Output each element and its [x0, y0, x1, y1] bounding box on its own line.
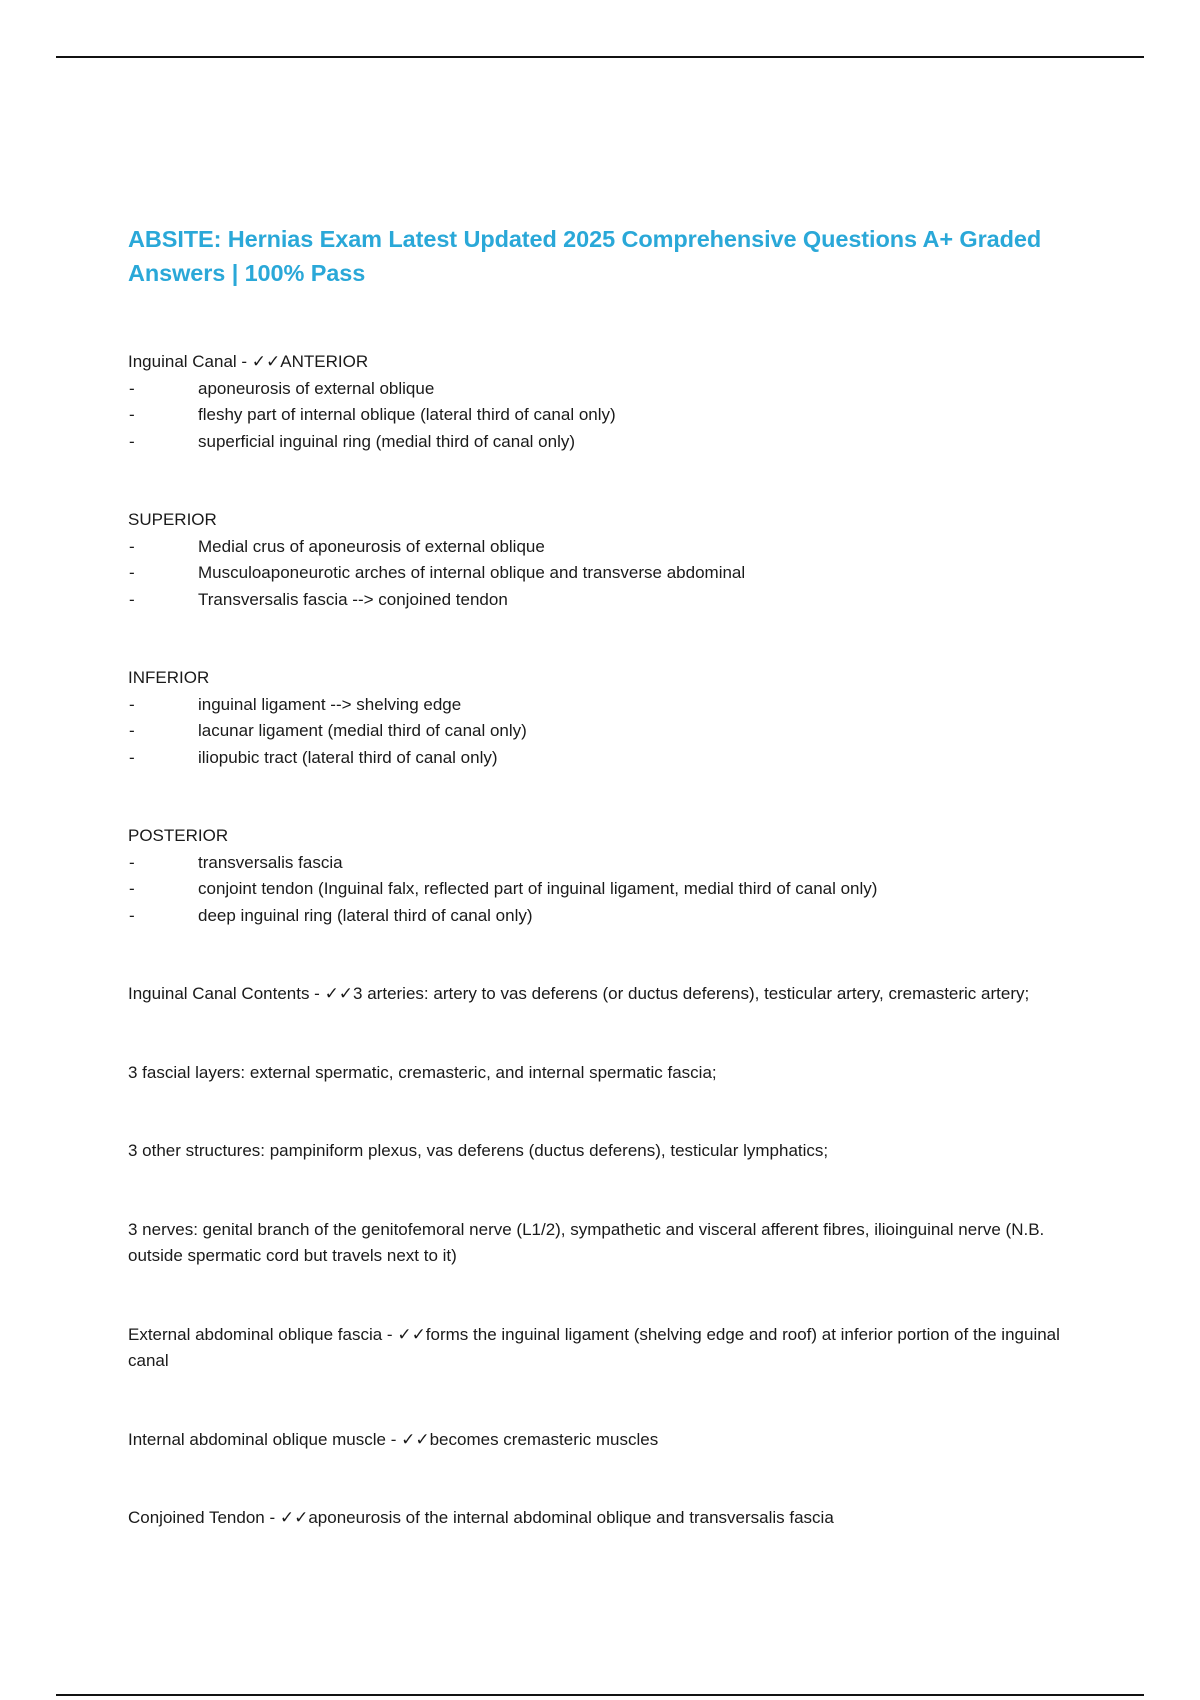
bullet-marker: -: [129, 905, 135, 925]
bullet-marker: -: [129, 536, 135, 556]
section-inferior: [128, 665, 1088, 771]
list-item-text: Transversalis fascia --> conjoined tendon: [198, 589, 508, 609]
list-item-text: transversalis fascia: [198, 852, 343, 872]
list-item: [128, 376, 1088, 403]
list-item: [128, 560, 1088, 587]
list-item-text: deep inguinal ring (lateral third of canal only): [198, 905, 533, 925]
bullet-marker: -: [129, 879, 135, 898]
list-item-text: lacunar ligament (medial third of canal only): [198, 721, 527, 740]
section-heading: SUPERIOR: [128, 510, 217, 529]
bullet-marker: -: [129, 721, 135, 740]
document-body: [128, 222, 1088, 1532]
bullet-marker: -: [129, 694, 135, 714]
list-item-text: iliopubic tract (lateral third of canal only): [198, 747, 498, 767]
list-item: [128, 534, 1088, 561]
list-item: [128, 429, 1088, 456]
list-item: [128, 876, 1088, 903]
bullet-marker: -: [129, 589, 135, 609]
paragraph-nerves: 3 nerves: genital branch of the genitofemoral nerve (L1/2), sympathetic and visceral afferent fibres, ilioinguinal nerve (N.B. outside spermatic cord but travels next to it): [128, 1219, 1045, 1265]
bullet-list: [128, 534, 1088, 614]
bullet-marker: -: [129, 852, 135, 872]
list-item-text: inguinal ligament --> shelving edge: [198, 694, 462, 714]
paragraph-canal-contents: Inguinal Canal Contents - ✓✓3 arteries: artery to vas deferens (or ductus deferens), testicular artery, cremasteric artery;: [128, 984, 1030, 1003]
bullet-list: [128, 850, 1088, 930]
bullet-marker: -: [129, 563, 135, 582]
list-item: [128, 903, 1088, 930]
section-heading: Inguinal Canal - ✓✓ANTERIOR: [128, 352, 369, 371]
list-item-text: Musculoaponeurotic arches of internal oblique and transverse abdominal: [198, 563, 746, 582]
paragraph-internal-oblique: Internal abdominal oblique muscle - ✓✓becomes cremasteric muscles: [128, 1429, 659, 1449]
paragraph-fascial-layers: 3 fascial layers: external spermatic, cremasteric, and internal spermatic fascia;: [128, 1062, 717, 1082]
bottom-rule: [56, 1694, 1144, 1696]
document-title: ABSITE: Hernias Exam Latest Updated 2025 Comprehensive Questions A+ Graded Answers | 100% Pass: [128, 226, 1042, 286]
section-heading: INFERIOR: [128, 668, 210, 687]
list-item-text: aponeurosis of external oblique: [198, 378, 435, 398]
paragraph-external-oblique: External abdominal oblique fascia - ✓✓forms the inguinal ligament (shelving edge and roof) at inferior portion of the inguinal canal: [128, 1324, 1060, 1370]
list-item: [128, 587, 1088, 614]
list-item-text: conjoint tendon (Inguinal falx, reflected part of inguinal ligament, medial third of canal only): [198, 879, 878, 898]
bullet-marker: -: [129, 405, 135, 424]
bullet-marker: -: [129, 747, 135, 767]
bullet-marker: -: [129, 431, 135, 451]
list-item: [128, 850, 1088, 877]
bullet-marker: -: [129, 378, 135, 398]
top-rule: [56, 56, 1144, 58]
section-superior: [128, 507, 1088, 613]
bullet-list: [128, 692, 1088, 772]
list-item-text: Medial crus of aponeurosis of external oblique: [198, 536, 545, 556]
bullet-list: [128, 376, 1088, 456]
section-posterior: [128, 823, 1088, 929]
list-item: [128, 692, 1088, 719]
section-heading: POSTERIOR: [128, 826, 229, 845]
paragraph-other-structures: 3 other structures: pampiniform plexus, vas deferens (ductus deferens), testicular lymphatics;: [128, 1141, 829, 1160]
section-anterior: [128, 349, 1088, 455]
list-item: [128, 745, 1088, 772]
list-item-text: fleshy part of internal oblique (lateral third of canal only): [198, 405, 616, 424]
list-item: [128, 718, 1088, 745]
list-item: [128, 402, 1088, 429]
paragraph-conjoined-tendon: Conjoined Tendon - ✓✓aponeurosis of the internal abdominal oblique and transversalis fascia: [128, 1508, 834, 1527]
list-item-text: superficial inguinal ring (medial third of canal only): [198, 431, 576, 451]
